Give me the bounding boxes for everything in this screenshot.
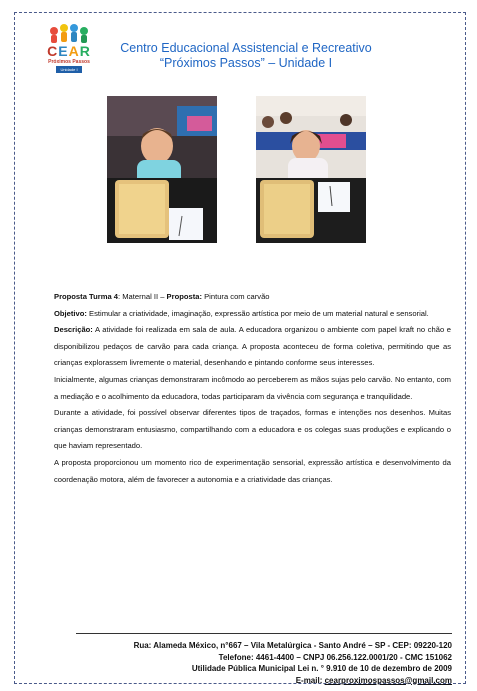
description-paragraph: Descrição: A atividade foi realizada em sala de aula. A educadora organizou o ambiente com papel kraft no chão e disponibilizou pedaços de carvão para cada criança. A proposta aconteceu de forma coletiva, permitindo que as crianças explorassem livremente o material, desenhando e pintando conforme seus interesses.	[54, 325, 451, 368]
title-line-2: “Próximos Passos” – Unidade I	[159, 56, 333, 70]
footer-email-line: E-mail: cearproximospassos@gmail.com	[295, 675, 452, 685]
paragraph-2: Inicialmente, algumas crianças demonstraram incômodo ao perceberem as mãos sujas pelo carvão. No entanto, com a mediação e o acolhimento da educadora, todas participaram da vivência com segurança e tranquilidade.	[54, 374, 451, 401]
email-link[interactable]: cearproximospassos@gmail.com	[324, 675, 452, 685]
institution-title	[96, 41, 396, 71]
logo-badge: Unidade I	[56, 66, 82, 73]
activity-report	[54, 289, 451, 488]
logo-wordmark: CEAR	[47, 43, 91, 59]
activity-photo-2	[256, 96, 366, 243]
footer-divider	[76, 633, 452, 634]
footer-utility: Utilidade Pública Municipal Lei n. ° 9.910 de 10 de dezembro de 2009	[191, 664, 452, 673]
paragraph-4: A proposta proporcionou um momento rico de experimentação sensorial, expressão artística e desenvolvimento da coordenação motora, além de favorecer a autonomia e a criatividade das crianças.	[54, 457, 451, 484]
objective-paragraph: Objetivo: Estimular a criatividade, imaginação, expressão artística por meio de um material natural e sensorial.	[54, 308, 429, 318]
logo-subtitle: Próximos Passos	[48, 59, 90, 65]
title-line-1: Centro Educacional Assistencial e Recreativo	[120, 41, 372, 55]
paragraph-3: Durante a atividade, foi possível observar diferentes tipos de traçados, formas e intenções nos desenhos. Muitas crianças demonstraram entusiasmo, compartilhando com a educadora e os colegas suas produções e explicando o que haviam representado.	[54, 408, 451, 451]
footer-phone: Telefone: 4461-4400 – CNPJ 06.256.122.0001/20 - CMC 151062	[218, 652, 452, 662]
proposal-line: Proposta Turma 4: Maternal II – Proposta: Pintura com carvão	[54, 292, 270, 301]
footer-contact	[76, 640, 452, 686]
footer-address: Rua: Alameda México, n°667 – Vila Metalúrgica - Santo André – SP - CEP: 09220-120	[133, 641, 452, 650]
activity-photo-1	[107, 96, 217, 243]
cear-logo	[44, 22, 94, 74]
